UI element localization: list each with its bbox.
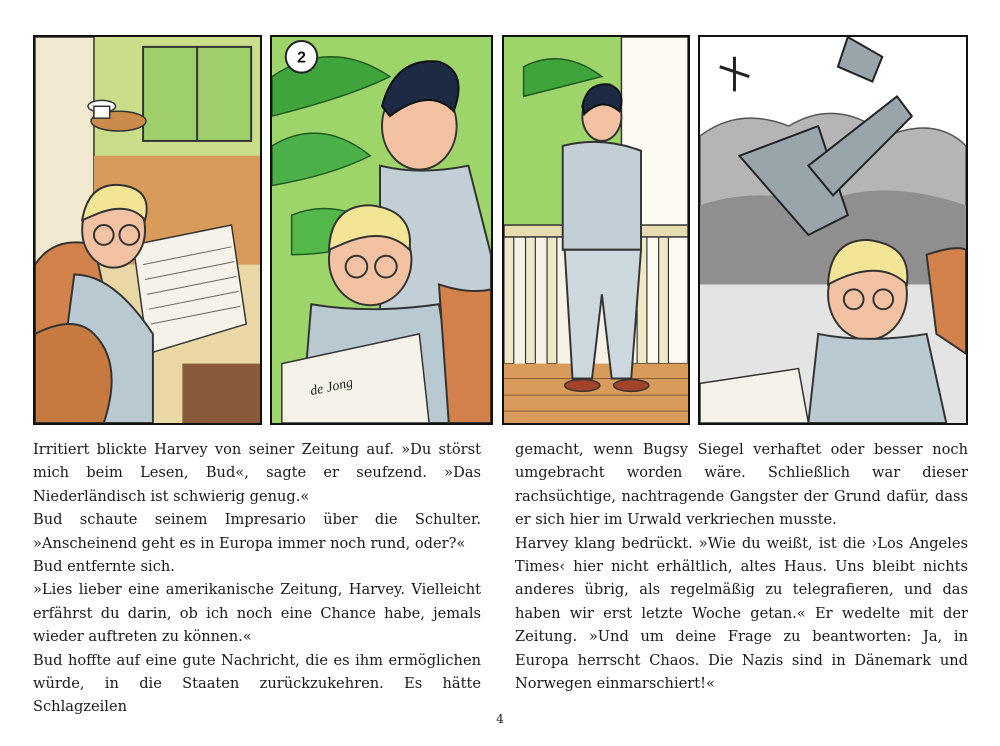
paragraph: »Lies lieber eine amerikanische Zeitung, Harvey. Vielleicht erfährst du darin, ob ich noch eine Chance habe, jemals wieder auftreten zu können.« [33,581,481,646]
comic-panel-1 [33,35,262,425]
newspaper-masthead: de Jong [308,374,355,399]
panel-2-badge: 2 [297,49,306,67]
paragraph: Irritiert blickte Harvey von seiner Zeitung auf. »Du störst mich beim Lesen, Bud«, sagte er seufzend. »Das Niederländisch ist schwierig genug.« [33,441,481,505]
paragraph: Bud hoffte auf eine gute Nachricht, die es ihm ermöglichen würde, in die Staaten zurückzukehren. Es hätte Schlagzeilen [33,651,481,716]
panel-4-illustration [700,37,966,423]
comic-panel-3 [502,35,690,425]
panel-2-illustration [272,37,491,423]
paragraph: Harvey klang bedrückt. »Wie du weißt, ist die ›Los Angeles Times‹ hier nicht erhältlich, altes Haus. Uns bleibt nichts anderes übrig, als regelmäßig zu telegrafieren, und das haben wir erst letzte Woche getan.« Er wedelte mit der Zeitung. »Und um deine Frage zu beantworten: Ja, in Europa herrscht Chaos. Die Nazis sind in Dänemark und Norwegen einmarschiert!« [515,534,968,693]
paragraph: gemacht, wenn Bugsy Siegel verhaftet oder besser noch umgebracht worden wäre. Schließlich war dieser rachsüchtige, nachtragende Gangster der Grund dafür, dass er sich hier im Urwald verkriechen musste. [515,441,968,529]
paragraph: Bud schaute seinem Impresario über die Schulter. »Anscheinend geht es in Europa immer noch rund, oder?« [33,511,481,552]
text-column-left [33,438,481,719]
comic-panel-4 [698,35,968,425]
paragraph: Bud entfernte sich. [33,558,175,576]
panel-1-illustration [35,37,260,423]
panel-3-illustration [504,37,688,423]
comic-panel-2 [270,35,493,425]
text-column-right [515,438,968,695]
page-number: 4 [496,712,504,726]
